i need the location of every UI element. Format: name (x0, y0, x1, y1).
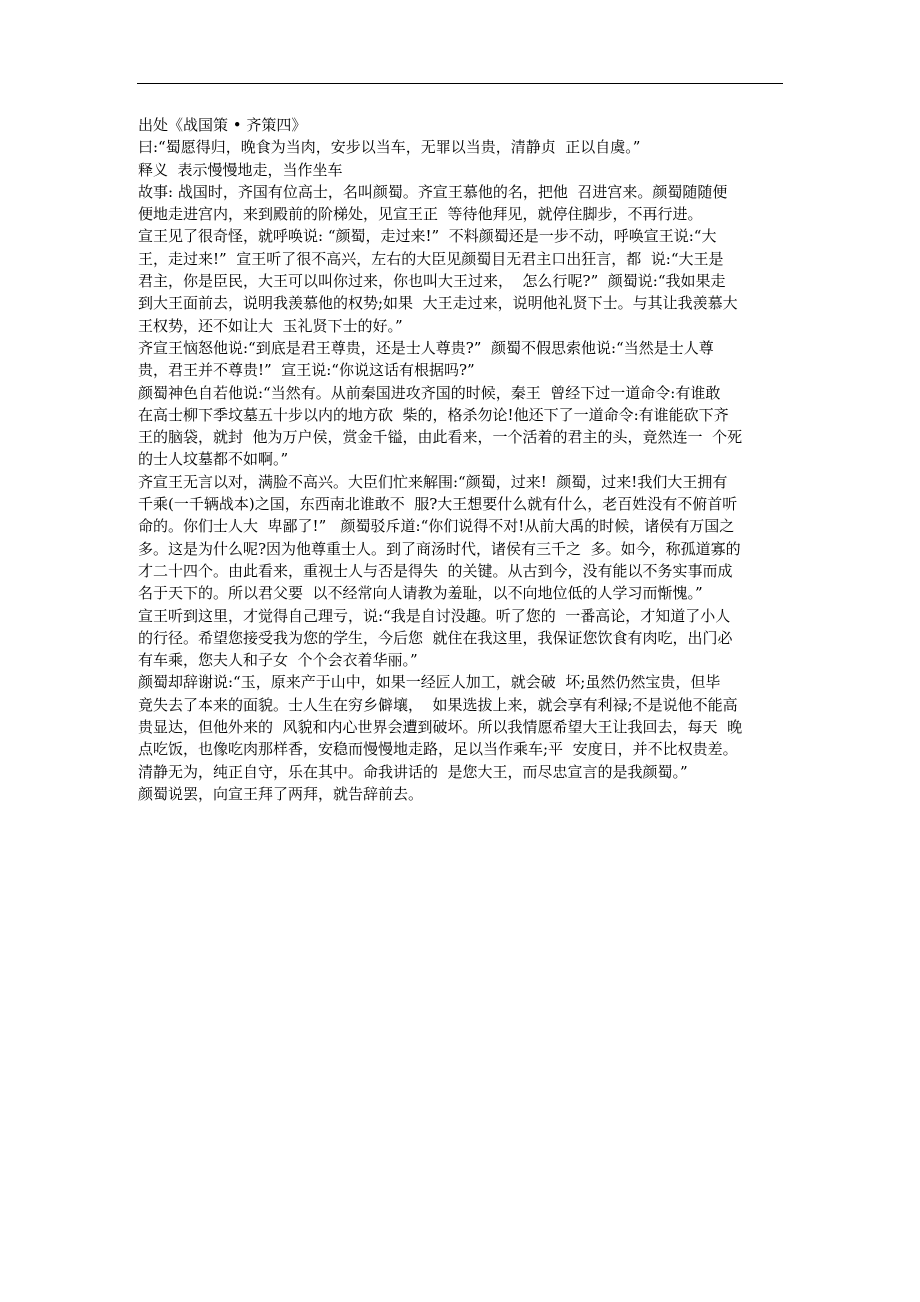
story-line: 君主，你是臣民，大王可以叫你过来，你也叫大王过来， 怎么行呢?” 颜蜀说:“我如果走 (138, 272, 726, 291)
source-line: 出处《战国策 • 齐策四》 (138, 116, 307, 134)
meaning-line: 释义 表示慢慢地走，当作坐车 (138, 160, 343, 179)
quote-line: 曰:“蜀愿得归，晚食为当肉，安步以当车，无罪以当贵，清静贞 正以自虞。” (138, 138, 641, 157)
document-body (138, 114, 788, 805)
story-line: 王权势，还不如让大 玉礼贤下士的好。” (138, 316, 403, 335)
story-line: 名于天下的。所以君父要 以不经常向人请教为羞耻，以不向地位低的人学习而惭愧。” (138, 584, 703, 603)
header-rule (137, 83, 783, 84)
story-line: 的士人坟墓都不如啊。” (138, 450, 289, 469)
closing-line: 颜蜀说罢，向宣王拜了两拜，就告辞前去。 (138, 784, 424, 803)
story-line: 到大王面前去，说明我羡慕他的权势;如果 大王走过来，说明他礼贤下士。与其让我羡慕大 (138, 294, 738, 313)
story-line: 在高士柳下季坟墓五十步以内的地方砍 柴的，格杀勿论!他还下了一道命令:有谁能砍下齐 (138, 405, 729, 424)
story-line: 宣王见了很奇怪，就呼唤说: “颜蜀，走过来!” 不料颜蜀还是一步不动，呼唤宣王说:“大 (138, 227, 717, 246)
story-line: 多。这是为什么呢?因为他尊重士人。到了商汤时代，诸侯有三千之 多。如今，称孤道寡的 (138, 539, 741, 558)
story-line: 故事: 战国时，齐国有位高士，名叫颜蜀。齐宣王慕他的名，把他 召进宫来。颜蜀随随便 (138, 182, 728, 201)
story-line: 的行径。希望您接受我为您的学生，今后您 就住在我这里，我保证您饮食有肉吃，出门必 (138, 628, 733, 647)
story-line: 贵，君王并不尊贵!” 宣王说:“你说这话有根据吗?” (138, 361, 475, 380)
story-line: 竟失去了本来的面貌。士人生在穷乡僻壤， 如果选拔上来，就会享有利禄;不是说他不能高 (138, 695, 738, 714)
story-line: 齐宣王恼怒他说:“到底是君王尊贵，还是士人尊贵?” 颜蜀不假思索他说:“当然是士人尊 (138, 338, 714, 357)
story-line: 齐宣王无言以对，满脸不高兴。大臣们忙来解围:“颜蜀，过来! 颜蜀，过来!我们大王拥有 (138, 472, 728, 491)
story-line: 命的。你们士人大 卑鄙了!” 颜蜀驳斥道:“你们说得不对!从前大禹的时候，诸侯有万国之 (138, 517, 735, 536)
story-line: 才二十四个。由此看来，重视士人与否是得失 的关键。从古到今，没有能以不务实事而成 (138, 561, 733, 580)
story-line: 颜蜀神色自若他说:“当然有。从前秦国进攻齐国的时候，秦王 曾经下过一道命令:有谁敢 (138, 383, 721, 402)
story-line: 点吃饭，也像吃肉那样香，安稳而慢慢地走路，足以当作乘车;平 安度日，并不比权贵差。 (138, 740, 738, 759)
story-line: 宣王听到这里，才觉得自己理亏，说:“我是自讨没趣。听了您的 一番高论，才知道了小人 (138, 606, 731, 625)
story-line: 颜蜀却辞谢说:“玉，原来产于山中，如果一经匠人加工，就会破 坏;虽然仍然宝贵，但毕 (138, 673, 721, 692)
story-line: 贵显达，但他外来的 风貌和内心世界会遭到破坏。所以我情愿希望大王让我回去，每天 晚 (138, 718, 743, 737)
story-line: 王，走过来!” 宣王听了很不高兴，左右的大臣见颜蜀目无君主口出狂言，都 说:“大王是 (138, 249, 724, 268)
story-line: 清静无为，纯正自守，乐在其中。命我讲话的 是您大王，而尽忠宣言的是我颜蜀。” (138, 762, 688, 781)
story-line: 王的脑袋，就封 他为万户侯，赏金千镒，由此看来，一个活着的君主的头，竟然连一 个死 (138, 428, 743, 447)
story-line: 便地走进宫内，来到殿前的阶梯处，见宣王正 等待他拜见，就停住脚步，不再行进。 (138, 205, 703, 224)
story-line: 有车乘，您夫人和子女 个个会衣着华丽。” (138, 651, 418, 670)
story-line: 千乘(一千辆战本)之国，东西南北谁敢不 服?大王想要什么就有什么，老百姓没有不俯首听 (138, 495, 738, 514)
